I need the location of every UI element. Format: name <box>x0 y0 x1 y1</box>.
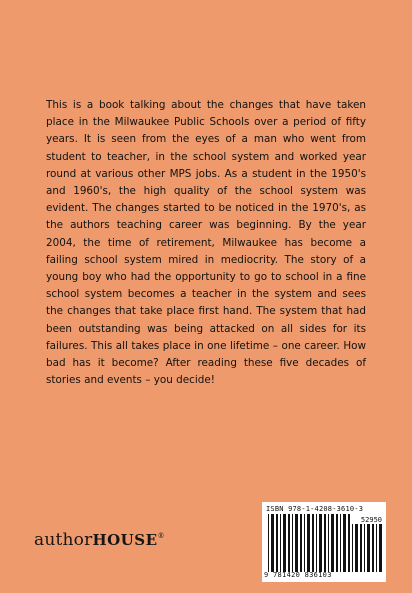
isbn-barcode <box>262 502 386 582</box>
barcode-bar <box>379 524 382 572</box>
barcode-bar <box>343 514 346 572</box>
barcode-bar <box>364 524 365 572</box>
barcode-bar <box>312 514 314 572</box>
barcode-bar <box>328 514 329 572</box>
barcode-bar <box>295 514 298 572</box>
barcode-bar <box>348 514 350 572</box>
barcode-bar <box>336 514 338 572</box>
barcode-bar <box>360 524 362 572</box>
barcode-bar <box>288 514 290 572</box>
barcode-bar <box>292 514 293 572</box>
barcode-bar <box>324 514 326 572</box>
barcode-digits: 9 781420 836103 <box>264 571 332 579</box>
barcode-bars-icon <box>268 514 350 572</box>
barcode-bar <box>367 524 370 572</box>
back-cover-blurb: This is a book talking about the changes that have taken place in the Milwaukee Public Schools over a period of fifty years. It is seen from the eyes of a man who went from student to teacher, in the school system and worked year round at various other MPS jobs. As a student in the 1950's and 1960's, the high quality of the school system was evident. The changes started to be noticed in the 1970's, as the authors teaching career was beginning. By the year 2004, the time of retirement, Milwaukee has become a failing school system mired in mediocrity. The story of a young boy who had the opportunity to go to school in a fine school system becomes a teacher in the system and sees the changes that take place first hand. The system that had been outstanding was being attacked on all sides for its failures. This all takes place in one lifetime – one career. How bad has it become? After reading these five decades of stories and events – you decide! <box>46 99 366 387</box>
barcode-bar <box>355 524 358 572</box>
barcode-bar <box>316 514 317 572</box>
barcode-bar <box>372 524 374 572</box>
trademark-symbol: ® <box>157 532 165 540</box>
publisher-name-bold: HOUSE <box>92 531 158 549</box>
barcode-bar <box>276 514 278 572</box>
isbn-label: ISBN 978-1-4208-3610-3 <box>266 505 364 513</box>
barcode-bar <box>268 514 269 572</box>
publisher-name-light: author <box>34 530 93 550</box>
barcode-bar <box>300 514 302 572</box>
publisher-logo <box>34 530 165 550</box>
barcode-bar <box>307 514 310 572</box>
barcode-bar <box>271 514 274 572</box>
price-code: 52950 <box>360 516 382 524</box>
barcode-bar <box>331 514 334 572</box>
barcode-bar <box>304 514 305 572</box>
barcode-bar <box>283 514 286 572</box>
barcode-bar <box>352 524 353 572</box>
barcode-bar <box>376 524 377 572</box>
price-barcode-bars-icon <box>352 524 382 572</box>
barcode-bar <box>340 514 341 572</box>
barcode-bar <box>280 514 281 572</box>
barcode-bar <box>319 514 322 572</box>
